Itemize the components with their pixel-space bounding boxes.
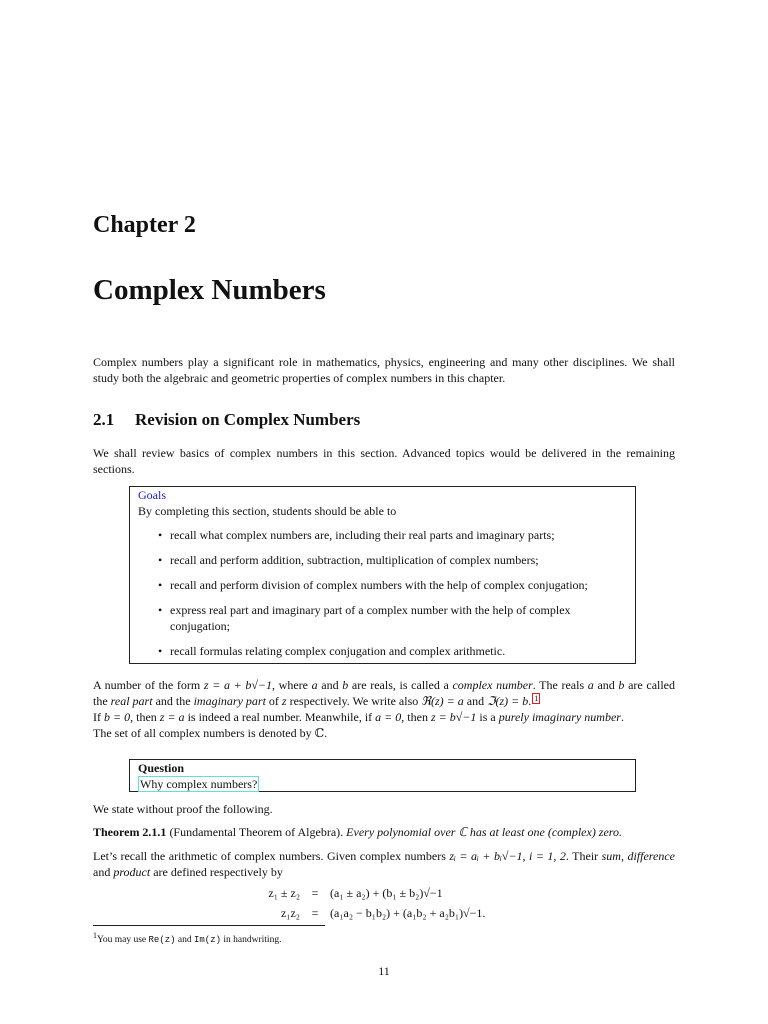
theorem-name: (Fundamental Theorem of Algebra). — [169, 825, 344, 839]
text-run: A number of the form — [93, 678, 204, 692]
goals-box — [129, 486, 636, 664]
text-run: and — [93, 865, 114, 879]
text-run: . The reals — [532, 678, 588, 692]
text-run: . — [528, 694, 532, 708]
text-run: and — [593, 678, 619, 692]
term-purely-imaginary: purely imaginary number — [498, 710, 621, 724]
term-real-part: real part — [110, 694, 153, 708]
term-imaginary-part: imaginary part — [193, 694, 266, 708]
equation-lhs: z₁ ± z₂ — [268, 886, 300, 900]
intro-paragraph: Complex numbers play a significant role in mathematics, physics, engineering and many other disciplines. We shall study both the algebraic and geometric properties of complex numbers in this chapter. — [93, 355, 675, 385]
text-run: Let’s recall the arithmetic of complex numbers. Given complex numbers — [93, 849, 450, 863]
var-a: a — [311, 678, 318, 692]
text-run: If — [93, 710, 104, 724]
goals-lead: By completing this section, students should be able to — [138, 504, 397, 518]
list-item: • recall what complex numbers are, including their real parts and imaginary parts; — [160, 527, 632, 543]
definition-paragraph — [93, 677, 675, 741]
text-run: , then — [130, 710, 160, 724]
goals-list — [138, 527, 627, 659]
footnote-rule — [93, 925, 325, 926]
text-run: You may use — [96, 935, 149, 946]
text-run: . — [620, 710, 624, 724]
theorem — [93, 824, 675, 840]
equation-product — [250, 905, 550, 921]
text-run: are defined respectively by — [150, 865, 283, 879]
code-im: Im(z) — [194, 935, 222, 946]
text-run: are reals, is called a — [348, 678, 453, 692]
formula-z: z = a + b√−1 — [203, 678, 273, 692]
equation-lhs: z₁z₂ — [280, 906, 300, 920]
equation-op: = — [311, 906, 319, 920]
section-number: 2.1 — [93, 410, 115, 429]
text-run: , where — [272, 678, 312, 692]
theorem-label: Theorem 2.1.1 — [93, 825, 167, 839]
chapter-label: Chapter 2 — [93, 212, 196, 238]
goals-title: Goals — [138, 488, 166, 502]
equation-sum — [250, 885, 550, 901]
section-heading — [93, 409, 360, 431]
state-text: We state without proof the following. — [93, 802, 273, 816]
var-z: z — [281, 694, 287, 708]
text-run: . Their — [565, 849, 602, 863]
code-re: Re(z) — [148, 935, 176, 946]
formula: z = a — [159, 710, 185, 724]
theorem-statement: Every polynomial over ℂ has at least one (complex) zero. — [346, 825, 623, 839]
equation-rhs: (a₁a₂ − b₁b₂) + (a₁b₂ + a₂b₁)√−1. — [330, 906, 486, 920]
section-lead: We shall review basics of complex numbers in this section. Advanced topics would be delivered in the remaining sections. — [93, 446, 675, 476]
text-run: in handwriting. — [221, 935, 282, 946]
formula-re: ℜ(z) = a — [421, 694, 464, 708]
section-title: Revision on Complex Numbers — [135, 410, 361, 429]
question-title: Question — [138, 761, 185, 775]
text-run: and — [317, 678, 343, 692]
text-run: and — [463, 694, 488, 708]
list-item: • recall formulas relating complex conjugation and complex arithmetic. — [160, 643, 632, 659]
chapter-title: Complex Numbers — [93, 274, 326, 306]
term-sum: sum — [601, 849, 621, 863]
var-a: a — [587, 678, 594, 692]
equation-rhs: (a₁ ± a₂) + (b₁ ± b₂)√−1 — [330, 886, 443, 900]
var-b: b — [342, 678, 349, 692]
text-run: respectively. We write also — [286, 694, 422, 708]
text-run: is a — [476, 710, 499, 724]
text-run: are called the — [93, 678, 676, 708]
formula: b = 0 — [104, 710, 131, 724]
text-run: of — [265, 694, 282, 708]
text-run: , then — [401, 710, 431, 724]
text-run: and the — [152, 694, 194, 708]
complex-set-sentence: The set of all complex numbers is denoted by ℂ. — [93, 726, 328, 740]
question-box — [129, 759, 636, 792]
list-item: • express real part and imaginary part of a complex number with the help of complex conjugation; — [160, 602, 632, 634]
page-number: 11 — [378, 964, 390, 978]
question-link[interactable]: Why complex numbers? — [140, 777, 258, 791]
formula-zi: zᵢ = aᵢ + bᵢ√−1, i = 1, 2 — [449, 849, 566, 863]
term-product: product — [113, 865, 151, 879]
list-item: • recall and perform addition, subtraction, multiplication of complex numbers; — [160, 552, 632, 568]
arithmetic-paragraph — [93, 848, 675, 880]
var-b: b — [618, 678, 625, 692]
text-run: , — [620, 849, 628, 863]
footnote — [93, 930, 281, 946]
term-difference: difference — [627, 849, 675, 863]
formula: z = b√−1 — [430, 710, 477, 724]
footnote-mark: 1 — [93, 931, 97, 940]
equation-op: = — [311, 886, 319, 900]
formula-im: ℑ(z) = b — [487, 694, 529, 708]
text-run: and — [175, 935, 194, 946]
text-run: is indeed a real number. Meanwhile, if — [184, 710, 376, 724]
list-item: • recall and perform division of complex numbers with the help of complex conjugation; — [160, 577, 632, 593]
footnote-link[interactable]: 1 — [534, 694, 539, 703]
term-complex-number: complex number — [452, 678, 533, 692]
formula: a = 0 — [375, 710, 402, 724]
